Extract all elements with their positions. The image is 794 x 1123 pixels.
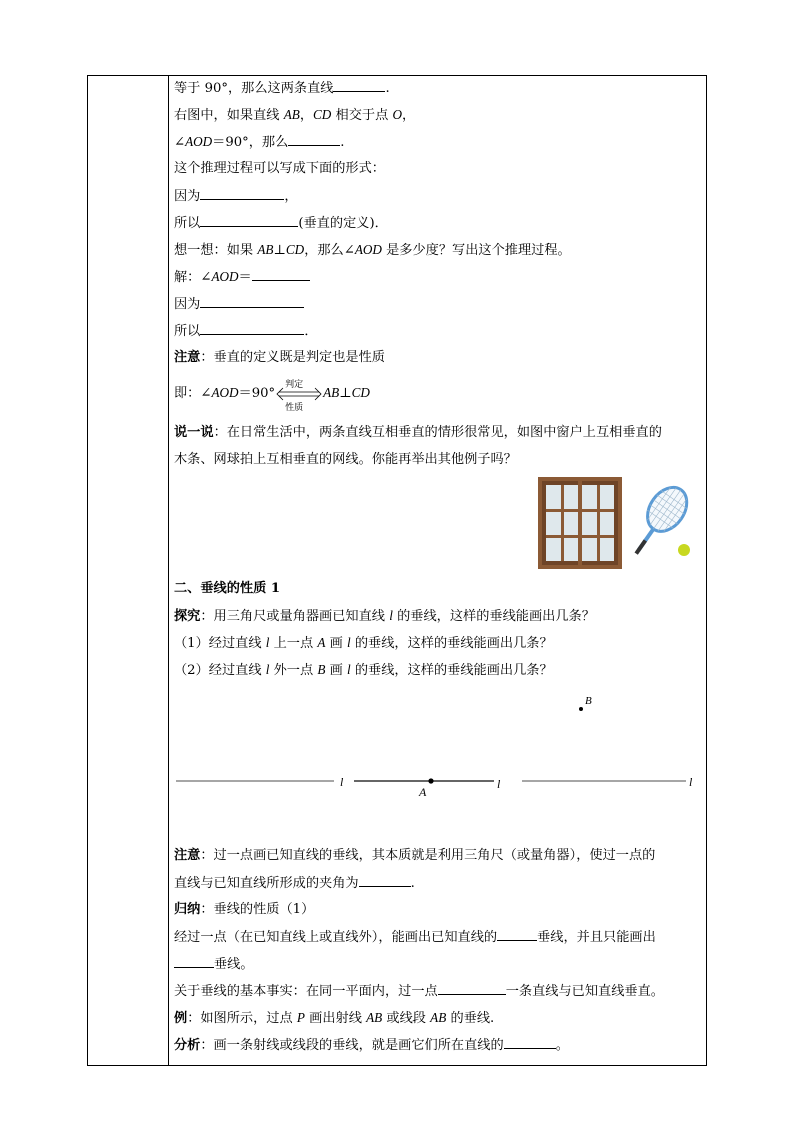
line-7: 想一想：如果 AB⊥CD，那么∠AOD 是多少度？写出这个推理过程。 <box>174 242 571 258</box>
section-2-title: 二、垂线的性质 1 <box>174 581 281 596</box>
summary-line-1: 经过一点（在已知直线上或直线外），能画出已知直线的 垂线，并且只能画出 <box>174 930 656 945</box>
line-1: 等于 90°，那么这两条直线 . <box>174 81 390 96</box>
line-2: 右图中，如果直线 AB，CD 相交于点 O， <box>174 107 416 123</box>
discussion-line-1: 说一说：在日常生活中，两条直线互相垂直的情形很常见，如图中窗户上互相垂直的 <box>174 425 662 440</box>
line-4: 这个推理过程可以写成下面的形式： <box>174 161 385 176</box>
double-arrow-icon: 判定 性质 <box>275 385 323 403</box>
discussion-line-2: 木条、网球拍上互相垂直的网线。你能再举出其他例子吗？ <box>174 452 517 467</box>
question-2: （2）经过直线 l 外一点 B 画 l 的垂线，这样的垂线能画出几条？ <box>174 662 553 678</box>
line-8: 解：∠AOD＝ <box>174 268 310 287</box>
note-2-line-1: 注意：过一点画已知直线的垂线，其本质就是利用三角尺（或量角器），使过一点的 <box>174 848 656 863</box>
line-label-2: l <box>497 777 501 791</box>
perpendicular-figure <box>174 675 704 795</box>
tennis-racket-picture <box>626 483 696 567</box>
column-divider <box>168 76 169 1065</box>
analysis-line: 分析：画一条射线或线段的垂线，就是画它们所在直线的 。 <box>174 1038 569 1053</box>
note-2-line-2: 直线与已知直线所形成的夹角为 . <box>174 876 415 891</box>
definition-equivalence: 即：∠AOD＝90° 判定 性质 AB⊥CD <box>174 379 370 413</box>
line-9: 因为 <box>174 295 304 314</box>
question-1: （1）经过直线 l 上一点 A 画 l 的垂线，这样的垂线能画出几条？ <box>174 635 553 651</box>
line-5: 因为 ， <box>174 189 298 204</box>
line-label-1: l <box>340 775 344 789</box>
line-label-3: l <box>689 775 693 789</box>
summary-line-2: 垂线。 <box>174 955 254 974</box>
note-1: 注意：垂直的定义既是判定也是性质 <box>174 350 385 365</box>
basic-fact: 关于垂线的基本事实：在同一平面内，过一点 一条直线与已知直线垂直。 <box>174 984 664 999</box>
explore-line: 探究：用三角尺或量角器画已知直线 l 的垂线，这样的垂线能画出几条？ <box>174 608 595 624</box>
window-picture <box>538 477 622 569</box>
point-B-dot <box>579 707 583 711</box>
point-B-label: B <box>585 695 592 707</box>
point-A-dot <box>428 778 433 783</box>
example-line: 例：如图所示，过点 P 画出射线 AB 或线段 AB 的垂线. <box>174 1010 495 1026</box>
summary-title: 归纳：垂线的性质（1） <box>174 902 315 917</box>
line-6: 所以 (垂直的定义)． <box>174 216 388 231</box>
line-3: ∠AOD＝90°，那么 . <box>174 134 345 150</box>
point-A-label: A <box>419 785 427 799</box>
line-10: 所以 ． <box>174 324 318 339</box>
